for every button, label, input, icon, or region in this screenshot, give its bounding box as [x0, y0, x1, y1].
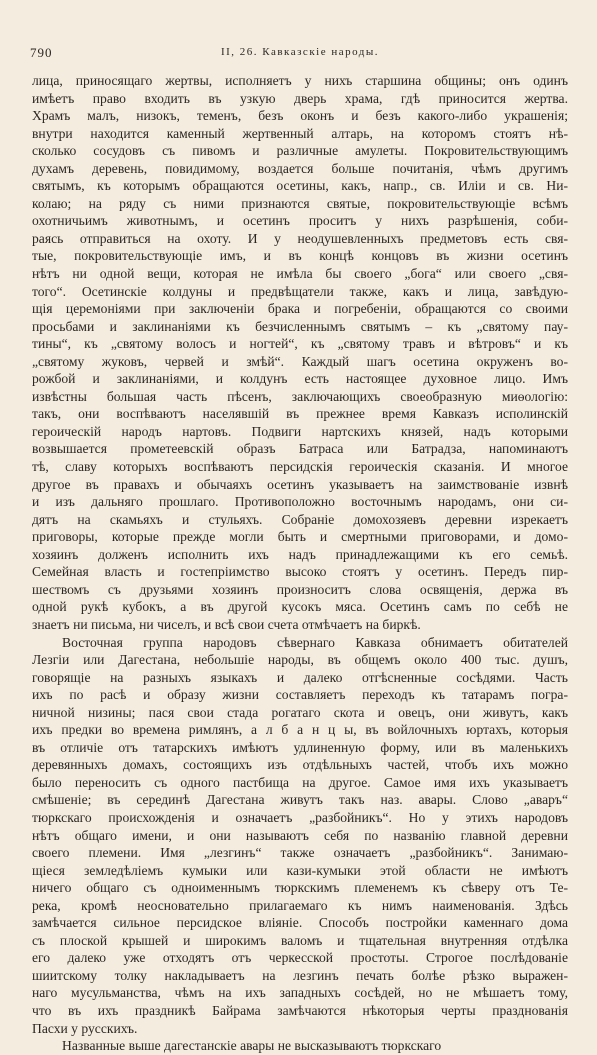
text-line: ихъ по расѣ и образу жизни составляетъ переходъ къ татарамъ погра-: [32, 687, 568, 703]
text-line: было переносить съ одного пастбища на другое. Самое имя ихъ указываетъ: [32, 774, 568, 790]
page-number: 790: [30, 45, 53, 60]
running-title: II, 26. Кавказскіе народы.: [220, 46, 380, 58]
text-line: что въ ихъ праздникѣ Байрама замѣчаются нѣкоторыя черты празднованія: [32, 1002, 568, 1018]
text-line: Названные выше дагестанскіе авары не высказываютъ тюркскаго: [62, 1038, 442, 1054]
text-line: дятъ на скамьяхъ и стульяхъ. Собраніе домохозяевъ деревни изрекаетъ: [32, 511, 568, 527]
text-line: въ отличіе отъ татарскихъ имѣютъ удлиненную форму, или въ маленькихъ: [32, 739, 568, 755]
text-line: возвышается прометеевскій образъ Батраса или Батрадза, напоминаютъ: [32, 441, 568, 457]
text-line: другое въ правахъ и обычаяхъ осетинъ указываетъ на заимствованіе извнѣ: [32, 476, 568, 492]
text-line: того“. Осетинскіе колдуны и предвѣщатели также, какъ и лица, завѣдую-: [32, 283, 568, 299]
text-line: духамъ деревень, повидимому, воздается больше почитанія, чѣмъ другимъ: [32, 160, 568, 176]
text-line: нѣтъ ни одной вещи, которая не имѣла бы своего „бога“ или своего „свя-: [32, 266, 568, 282]
page-header: [30, 45, 570, 63]
text-line: шиитскому толку накладываетъ на лезгинъ печать болѣе рѣзко выражен-: [32, 967, 568, 983]
text-line: наго мусульманства, чѣмъ на ихъ западныхъ сосѣдей, но не мѣшаетъ тому,: [32, 985, 568, 1001]
text-line: сколько сосудовъ съ пивомъ и различные амулеты. Покровительствующимъ: [32, 143, 568, 159]
text-line: колаю; на ряду съ ними признаются святые, покровительствующіе всѣмъ: [32, 195, 568, 211]
text-line: тины“, къ „святому волосъ и ногтей“, къ „святому травъ и вѣтровъ“ и къ: [32, 336, 568, 352]
text-line: деревянныхъ домахъ, состоящихъ изъ отдѣльныхъ частей, чтобъ ихъ можно: [32, 757, 568, 773]
text-line: имѣетъ право входить въ узкую дверь храма, гдѣ приносится жертва.: [32, 90, 568, 106]
text-line: Лезгіи или Дагестана, небольшіе народы, въ общемъ около 400 тыс. душъ,: [32, 652, 568, 668]
paragraph: [32, 634, 568, 1038]
text-line: „святому жуковъ, червей и змѣй“. Каждый шагъ осетина окруженъ во-: [32, 353, 568, 369]
text-line: рожбой и заклинаніями, и колдунъ есть настоящее духовное лицо. Имъ: [32, 371, 568, 387]
text-line: шествомъ съ друзьями хозяинъ произноситъ слова освященія, держа въ: [32, 581, 568, 597]
text-line: щія церемоніями при заключеніи брака и погребеніи, обращаются со своими: [32, 301, 568, 317]
text-line: Семейная власть и гостепріимство высоко стоятъ у осетинъ. Передъ пир-: [32, 564, 568, 580]
text-line: река, кромѣ неосновательно прилагаемаго къ нимъ наименованія. Здѣсь: [32, 897, 568, 913]
text-line: охотничьимъ животнымъ, и осетинъ проситъ у нихъ разрѣшенія, соби-: [32, 213, 568, 229]
text-line: героическій народъ нартовъ. Подвиги нартскихъ князей, надъ которыми: [32, 423, 568, 439]
text-line: тые, покровительствующіе имъ, и въ концѣ концовъ въ жизни осетинъ: [32, 248, 568, 264]
text-line: Храмъ малъ, низокъ, теменъ, безъ оконъ и безъ какого-либо украшенія;: [32, 108, 568, 124]
text-line: ихъ предки во времена римлянъ, а л б а н ц ы, въ войлочныхъ юртахъ, которыя: [32, 722, 568, 738]
text-line: тюркскаго происхожденія и означаетъ „разбойникъ“. Но у этихъ народовъ: [32, 809, 568, 825]
text-line: извѣстны большая часть пѣсенъ, заключающихъ своеобразную миѳологію:: [32, 388, 568, 404]
text-line: говорящіе на разныхъ языкахъ и далеко отгѣсненные сосѣдями. Часть: [32, 669, 568, 685]
text-line: раясь отправиться на охоту. И у неодушевленныхъ предметовъ есть свя-: [32, 230, 568, 246]
text-line: хозяинъ долженъ исполнить ихъ надъ принадлежащими къ его семьѣ.: [32, 546, 568, 562]
paragraph: [32, 1037, 568, 1055]
text-line: такъ, они воспѣваютъ населявшій въ прежнее время Кавказъ исполинскій: [32, 406, 568, 422]
text-line: ничего общаго съ одноименнымъ тюркскимъ племенемъ къ сѣверу отъ Те-: [32, 880, 568, 896]
text-line: лица, приносящаго жертвы, исполняетъ у нихъ старшина общины; онъ одинъ: [32, 73, 568, 88]
text-line: нѣтъ общаго имени, и они называютъ себя по названію главной деревни: [32, 827, 568, 843]
text-line: Пасхи у русскихъ.: [32, 1020, 138, 1036]
text-line: своего племени. Имя „лезгинъ“ также означаетъ „разбойникъ“. Занимаю-: [32, 845, 568, 861]
text-line: его далеко уже отходятъ отъ черкесской простоты. Строгое послѣдованіе: [32, 950, 568, 966]
paragraph: [32, 72, 568, 634]
body-text: [32, 72, 568, 1055]
text-line: смѣшеніе; въ серединѣ Дагестана живутъ такъ наз. авары. Слово „аваръ“: [32, 792, 568, 808]
text-line: и изъ дальняго прошлаго. Противоположно восточнымъ народамъ, они си-: [32, 494, 568, 510]
text-line: внутри находится каменный жертвенный алтарь, на которомъ стоятъ нѣ-: [32, 125, 568, 141]
text-line: щіеся земледѣліемъ кумыки или кази-кумыки этой области не имѣютъ: [32, 862, 568, 878]
text-line: ничной низины; пася свои стада рогатаго скота и овецъ, они живутъ, какъ: [32, 704, 568, 720]
text-line: Восточная группа народовъ сѣвернаго Кавказа обнимаетъ обитателей: [62, 634, 568, 650]
text-line: просьбами и заклинаніями къ безчисленнымъ святымъ – къ „святому пау-: [32, 318, 568, 334]
text-line: святымъ, къ которымъ обращаются осетины, какъ, напр., св. Иліи и св. Ни-: [32, 178, 568, 194]
text-line: знаетъ ни письма, ни чиселъ, и всѣ свои счета отмѣчаетъ на биркѣ.: [32, 616, 421, 632]
text-line: съ плоской крышей и широкимъ валомъ и тщательная внутренняя отдѣлка: [32, 932, 568, 948]
text-line: одной рукѣ кубокъ, а въ другой кусокъ мяса. Осетинъ самъ по себѣ не: [32, 599, 568, 615]
text-line: тѣ, славу которыхъ воспѣваютъ персидскія героическія сказанія. И многое: [32, 459, 568, 475]
text-line: приговоры, которые прежде могли быть и смертными приговорами, и домо-: [32, 529, 568, 545]
text-line: замѣчается сильное персидское вліяніе. Способъ постройки каменнаго дома: [32, 915, 568, 931]
